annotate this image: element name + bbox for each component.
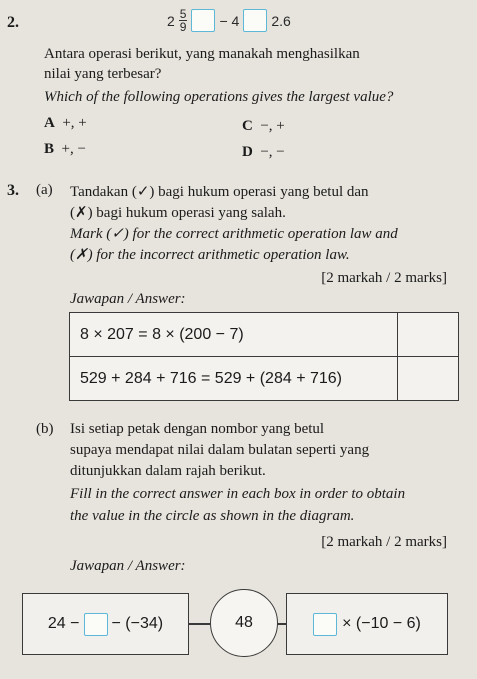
question-3-number: 3. bbox=[7, 182, 19, 199]
part-a-english-line-2: (✗) for the incorrect arithmetic operation law. bbox=[70, 247, 350, 263]
right-expression-box bbox=[286, 593, 448, 655]
option-b[interactable] bbox=[44, 141, 86, 158]
left-expression-box bbox=[22, 593, 189, 655]
part-a-malay-line-1: Tandakan (✓) bagi hukum operasi yang betul dan bbox=[70, 184, 369, 200]
question-2-number: 2. bbox=[7, 14, 19, 31]
part-b-english-line-1: Fill in the correct answer in each box in order to obtain bbox=[70, 486, 406, 502]
part-b-label: (b) bbox=[36, 421, 54, 437]
fraction-numerator: 5 bbox=[179, 7, 187, 21]
table-row bbox=[70, 313, 459, 357]
option-c-text: −, + bbox=[260, 118, 285, 134]
value-circle bbox=[210, 589, 278, 657]
expr-whole: 2 bbox=[167, 12, 175, 29]
law-expression-1: 8 × 207 = 8 × (200 − 7) bbox=[70, 313, 398, 357]
part-a-answer-label: Jawapan / Answer: bbox=[70, 291, 186, 307]
fraction-denominator: 9 bbox=[179, 20, 187, 34]
mark-cell-1[interactable] bbox=[398, 313, 459, 357]
right-expression-post: × (−10 − 6) bbox=[342, 615, 421, 632]
option-d-letter: D bbox=[242, 144, 253, 160]
mark-cell-2[interactable] bbox=[398, 357, 459, 401]
part-a-answer-table bbox=[69, 312, 459, 401]
option-a-letter: A bbox=[44, 115, 55, 131]
question-2-expression bbox=[167, 8, 291, 33]
q2-malay-line-1: Antara operasi berikut, yang manakah menghasilkan bbox=[44, 46, 360, 62]
part-b-answer-label: Jawapan / Answer: bbox=[70, 558, 186, 574]
table-row bbox=[70, 357, 459, 401]
option-c[interactable] bbox=[242, 118, 285, 135]
expr-fraction bbox=[179, 8, 188, 33]
part-a-marks: [2 markah / 2 marks] bbox=[321, 270, 447, 286]
expr-end: 2.6 bbox=[271, 12, 291, 29]
law-expression-2: 529 + 284 + 716 = 529 + (284 + 716) bbox=[70, 357, 398, 401]
option-d[interactable] bbox=[242, 144, 285, 161]
answer-box-1[interactable] bbox=[84, 613, 108, 636]
option-b-letter: B bbox=[44, 141, 55, 157]
connector-line-left bbox=[188, 623, 210, 625]
part-b-english-line-2: the value in the circle as shown in the diagram. bbox=[70, 508, 355, 524]
q2-malay-line-2: nilai yang terbesar? bbox=[44, 66, 162, 82]
option-c-letter: C bbox=[242, 118, 253, 134]
option-b-text: +, − bbox=[61, 141, 86, 157]
expr-mid: − 4 bbox=[219, 12, 240, 29]
answer-box-2[interactable] bbox=[313, 613, 337, 636]
part-b-malay-line-2: supaya mendapat nilai dalam bulatan seperti yang bbox=[70, 442, 370, 458]
option-a-text: +, + bbox=[62, 115, 87, 131]
part-a-label: (a) bbox=[36, 182, 53, 198]
option-d-text: −, − bbox=[260, 144, 285, 160]
part-a-malay-line-2: (✗) bagi hukum operasi yang salah. bbox=[70, 205, 286, 221]
option-a[interactable] bbox=[44, 115, 87, 132]
operator-box-1[interactable] bbox=[191, 9, 215, 32]
circle-value: 48 bbox=[235, 614, 253, 631]
part-a-english-line-1: Mark (✓) for the correct arithmetic operation law and bbox=[70, 226, 398, 242]
part-b-malay-line-1: Isi setiap petak dengan nombor yang betul bbox=[70, 421, 325, 437]
left-expression-post: − (−34) bbox=[111, 615, 164, 632]
part-b-marks: [2 markah / 2 marks] bbox=[321, 534, 447, 550]
q2-english-question: Which of the following operations gives the largest value? bbox=[44, 89, 394, 105]
left-expression-pre: 24 − bbox=[47, 615, 80, 632]
part-b-malay-line-3: ditunjukkan dalam rajah berikut. bbox=[70, 463, 266, 479]
operator-box-2[interactable] bbox=[243, 9, 267, 32]
